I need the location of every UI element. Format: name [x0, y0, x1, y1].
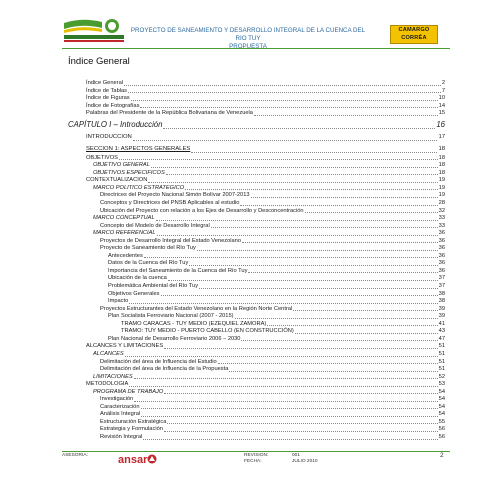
toc-entry[interactable] — [68, 351, 445, 359]
toc-entry[interactable] — [68, 215, 445, 223]
toc-entry-label: OBJETIVO GENERAL — [93, 162, 150, 169]
toc-entry-label: MARCO POLITICO ESTRATEGICO — [93, 184, 185, 191]
toc-entry[interactable] — [68, 110, 445, 118]
toc-leader-dots — [242, 242, 438, 243]
toc-entry-page: 36 — [438, 267, 445, 274]
toc-entry-label: ALCANCES Y LIMITACIONES — [86, 343, 164, 350]
toc-entry-label: OBJETIVOS ESPECIFICOS — [93, 169, 165, 176]
toc-entry-page: 36 — [438, 245, 445, 252]
toc-entry-page: 19 — [438, 192, 445, 199]
toc-entry[interactable] — [68, 343, 445, 351]
toc-entry[interactable] — [68, 396, 445, 404]
toc-entry-label: LIMITACIONES — [93, 373, 133, 380]
toc-leader-dots — [141, 416, 438, 417]
logo-line1: CAMARGO — [398, 27, 430, 33]
toc-entry-label: MARCO REFERENCIAL — [93, 230, 156, 237]
toc-leader-dots — [128, 92, 441, 93]
toc-leader-dots — [144, 257, 438, 258]
toc-entry[interactable] — [68, 177, 445, 185]
toc-entry[interactable] — [68, 306, 445, 314]
toc-entry-label: Revisión Integral — [100, 433, 143, 440]
toc-entry[interactable] — [68, 143, 445, 155]
project-title-line2: PROPUESTA — [229, 43, 267, 50]
toc-leader-dots — [251, 197, 438, 198]
toc-entry[interactable] — [68, 200, 445, 208]
toc-entry-label: Proyectos Estructurantes del Estado Venezolano en la Región Norte Central — [100, 305, 293, 312]
toc-entry-page: 38 — [438, 290, 445, 297]
toc-leader-dots — [191, 152, 437, 153]
toc-entry-page: 52 — [438, 373, 445, 380]
toc-leader-dots — [229, 371, 437, 372]
toc-entry-page: 33 — [438, 222, 445, 229]
toc-entry-page: 56 — [438, 433, 445, 440]
toc-entry-page: 51 — [438, 358, 445, 365]
toc-entry-label: TRAMO CARACAS - TUY MEDIO (EZEQUIEL ZAMORA) — [121, 320, 267, 327]
toc-entry[interactable] — [68, 336, 445, 344]
toc-leader-dots — [143, 439, 437, 440]
toc-entry[interactable] — [68, 359, 445, 367]
toc-entry-page: 18 — [438, 154, 445, 161]
toc-entry[interactable] — [68, 298, 445, 306]
toc-entry[interactable] — [68, 268, 445, 276]
toc-entry-label: Investigación — [100, 396, 134, 403]
header-rule — [62, 48, 450, 49]
toc-entry-label: Impacto — [108, 298, 129, 305]
toc-leader-dots — [185, 189, 437, 190]
toc-entry-page: 51 — [438, 343, 445, 350]
footer-fecha-label: FECHA: — [244, 459, 262, 464]
toc-entry[interactable] — [68, 253, 445, 261]
footer-fecha-value: JULIO 2010 — [292, 459, 318, 464]
toc-entry-page: 18 — [438, 162, 445, 169]
toc-leader-dots — [125, 356, 438, 357]
toc-entry[interactable] — [68, 223, 445, 231]
toc-entry-page: 51 — [438, 366, 445, 373]
toc-entry-page: 16 — [436, 119, 445, 129]
toc-entry-label: Importancia del Saneamiento de la Cuenca del Río Tuy — [108, 267, 248, 274]
footer-revision-value: 001 — [292, 453, 301, 458]
toc-entry-page: 54 — [438, 411, 445, 418]
toc-entry-page: 33 — [438, 215, 445, 222]
toc-entry-label: Plan Socialista Ferroviario Nacional (2007 - 2015) — [108, 313, 234, 320]
toc-entry-page: 32 — [438, 207, 445, 214]
toc-entry-page: 39 — [438, 305, 445, 312]
toc-entry[interactable] — [68, 411, 445, 419]
toc-entry-page: 54 — [438, 396, 445, 403]
toc-entry-label: Antecedentes — [108, 252, 143, 259]
toc-leader-dots — [218, 363, 438, 364]
toc-leader-dots — [305, 212, 438, 213]
toc-entry[interactable] — [68, 328, 445, 336]
toc-entry[interactable] — [68, 313, 445, 321]
toc-leader-dots — [157, 235, 438, 236]
toc-entry-page: 36 — [438, 252, 445, 259]
project-title-line1: PROYECTO DE SANEAMIENTO Y DESARROLLO INTEGRAL DE LA CUENCA DEL RIO TUY — [130, 27, 366, 42]
toc-entry[interactable] — [68, 245, 445, 253]
toc-entry-page: 10 — [438, 95, 445, 102]
toc-entry-page: 41 — [438, 320, 445, 327]
toc-entry[interactable] — [68, 208, 445, 216]
toc-entry[interactable] — [68, 131, 445, 143]
toc-entry-label: Análisis Integral — [100, 411, 141, 418]
toc-entry[interactable] — [68, 230, 445, 238]
toc-entry-label: Índice de Tablas — [86, 87, 127, 94]
toc-leader-dots — [140, 107, 437, 108]
page-header — [0, 0, 495, 50]
toc-entry[interactable] — [68, 283, 445, 291]
toc-entry-page: 54 — [438, 403, 445, 410]
toc-leader-dots — [168, 280, 438, 281]
toc-leader-dots — [197, 250, 438, 251]
toc-entry-page: 14 — [438, 102, 445, 109]
toc-entry[interactable] — [68, 260, 445, 268]
toc-entry-page: 19 — [438, 177, 445, 184]
toc-entry-label: Índice de Figuras — [86, 95, 130, 102]
toc-entry-page: 36 — [438, 237, 445, 244]
toc-entry-label: Datos de la Cuenca del Río Tuy — [108, 260, 189, 267]
toc-entry-page: 53 — [438, 381, 445, 388]
toc-leader-dots — [164, 348, 438, 349]
toc-entry[interactable] — [68, 434, 445, 442]
toc-entry-label: Caracterización — [100, 403, 140, 410]
toc-leader-dots — [241, 340, 437, 341]
toc-leader-dots — [295, 333, 438, 334]
toc-leader-dots — [134, 378, 438, 379]
toc-leader-dots — [129, 386, 437, 387]
toc-entry-label: SECCION 1: ASPECTOS GENERALES — [86, 145, 191, 152]
toc-entry[interactable] — [68, 155, 445, 163]
toc-leader-dots — [148, 182, 437, 183]
toc-leader-dots — [254, 115, 438, 116]
toc-leader-dots — [129, 303, 437, 304]
toc-entry[interactable] — [68, 366, 445, 374]
toc-leader-dots — [166, 174, 438, 175]
toc-entry-label: Proyecto de Saneamiento del Río Tuy — [100, 245, 196, 252]
toc-entry-label: Índice de Fotografías — [86, 102, 140, 109]
toc-entry[interactable] — [68, 95, 445, 103]
toc-leader-dots — [164, 393, 437, 394]
toc-entry-label: METODOLOGIA — [86, 381, 129, 388]
toc-entry[interactable] — [68, 185, 445, 193]
toc-entry[interactable] — [68, 381, 445, 389]
toc-entry-page: 36 — [438, 230, 445, 237]
toc-entry-label: CONTEXTUALIZACION — [86, 177, 148, 184]
toc-entry-label: Plan Nacional de Desarrollo Ferroviario 2006 – 2030 — [108, 335, 241, 342]
toc-entry-label: PROGRAMA DE TRABAJO — [93, 388, 164, 395]
toc-entry-label: Objetivos Generales — [108, 290, 160, 297]
toc-entry-page: 39 — [438, 313, 445, 320]
toc-entry-label: Conceptos y Directrices del PNSB Aplicables al estudio — [100, 200, 240, 207]
toc-entry-page: 36 — [438, 260, 445, 267]
toc-entry-label: Ubicación del Proyecto con relación a los Ejes de Desarrollo y Desconcentración — [100, 207, 304, 214]
toc-entry-page: 43 — [438, 328, 445, 335]
toc-leader-dots — [119, 159, 438, 160]
toc-entry-page: 56 — [438, 426, 445, 433]
toc-entry[interactable] — [68, 88, 445, 96]
toc-entry-page: 15 — [438, 110, 445, 117]
toc-leader-dots — [189, 265, 437, 266]
toc-leader-dots — [199, 288, 438, 289]
page-number: 2 — [440, 452, 444, 459]
footer-revision-label: REVISION: — [244, 453, 269, 458]
toc-entry-page: 51 — [438, 350, 445, 357]
toc-leader-dots — [240, 205, 437, 206]
toc-entry[interactable] — [68, 291, 445, 299]
toc-entry-page: 38 — [438, 298, 445, 305]
toc-entry-page: 7 — [441, 87, 445, 94]
page-title: Índice General — [68, 56, 130, 67]
toc-entry-page: 37 — [438, 275, 445, 282]
government-logo — [62, 17, 126, 45]
toc-entry-label: TRAMO: TUY MEDIO - PUERTO CABELLO (EN CONSTRUCCIÓN) — [121, 328, 294, 335]
toc-entry-label: Concepto del Modelo de Desarrollo Integral — [100, 222, 210, 229]
toc-leader-dots — [293, 310, 437, 311]
toc-leader-dots — [167, 423, 437, 424]
toc-entry[interactable] — [68, 192, 445, 200]
toc-leader-dots — [248, 272, 437, 273]
toc-entry-label: Estructuración Estratégica — [100, 418, 167, 425]
toc-leader-dots — [164, 431, 438, 432]
toc-entry[interactable] — [68, 80, 445, 88]
toc-entry-label: Delimitación del área de Influencia de la Propuesta — [100, 366, 229, 373]
toc-entry-label: Problemática Ambiental del Río Tuy — [108, 283, 199, 290]
toc-entry-label: Ubicación de la cuenca — [108, 275, 167, 282]
toc-leader-dots — [211, 227, 438, 228]
toc-leader-dots — [151, 167, 438, 168]
toc-entry-page: 55 — [438, 418, 445, 425]
toc-entry[interactable] — [68, 170, 445, 178]
toc-entry[interactable] — [68, 238, 445, 246]
toc-entry[interactable] — [68, 118, 445, 131]
toc-leader-dots — [134, 401, 437, 402]
toc-leader-dots — [156, 220, 438, 221]
toc-entry-label: MARCO CONCEPTUAL — [93, 215, 155, 222]
toc-entry-label: Índice General — [86, 80, 123, 86]
logo-line2: CORRÊA — [401, 35, 427, 41]
toc-entry-page: 2 — [441, 80, 445, 86]
table-of-contents — [68, 80, 445, 442]
toc-entry-label: ALCANCES — [93, 350, 124, 357]
toc-entry-label: INTRODUCCION — [86, 133, 132, 140]
toc-entry[interactable] — [68, 162, 445, 170]
toc-leader-dots — [161, 295, 438, 296]
toc-entry[interactable] — [68, 426, 445, 434]
toc-entry-label: Palabras del Presidente de la República Bolivariana de Venezuela — [86, 110, 253, 117]
toc-leader-dots — [163, 128, 435, 129]
ansar-logo — [118, 452, 158, 465]
toc-leader-dots — [235, 318, 438, 319]
toc-entry-page: 18 — [438, 169, 445, 176]
toc-entry-label: Proyectos de Desarrollo Integral del Estado Venezolano — [100, 237, 242, 244]
toc-entry-label: CAPÍTULO I – Introducción — [68, 119, 163, 129]
toc-leader-dots — [141, 408, 438, 409]
toc-entry[interactable] — [68, 389, 445, 397]
toc-entry-page: 54 — [438, 388, 445, 395]
toc-entry-page: 47 — [438, 335, 445, 342]
camargo-correa-logo — [390, 25, 438, 44]
toc-entry-page: 18 — [438, 145, 445, 152]
toc-leader-dots — [267, 325, 437, 326]
toc-entry[interactable] — [68, 374, 445, 382]
toc-entry[interactable] — [68, 404, 445, 412]
toc-entry-page: 37 — [438, 283, 445, 290]
toc-entry-label: Estrategia y Formulación — [100, 426, 163, 433]
toc-entry[interactable] — [68, 419, 445, 427]
toc-entry-page: 17 — [438, 133, 445, 140]
toc-leader-dots — [124, 85, 441, 86]
toc-leader-dots — [131, 100, 438, 101]
toc-entry-label: Delimitación del área de Influencia del Estudio — [100, 358, 217, 365]
toc-entry-label: Directrices del Proyecto Nacional Simón Bolívar 2007-2013 — [100, 192, 250, 199]
toc-entry[interactable] — [68, 103, 445, 111]
toc-entry-page: 28 — [438, 200, 445, 207]
toc-entry[interactable] — [68, 275, 445, 283]
toc-entry-page: 19 — [438, 184, 445, 191]
ansar-logo-text: ansar — [118, 454, 148, 465]
footer-asesoria: ASESORIA: — [62, 453, 88, 458]
toc-entry-label: OBJETIVOS — [86, 154, 118, 161]
toc-leader-dots — [133, 140, 438, 141]
